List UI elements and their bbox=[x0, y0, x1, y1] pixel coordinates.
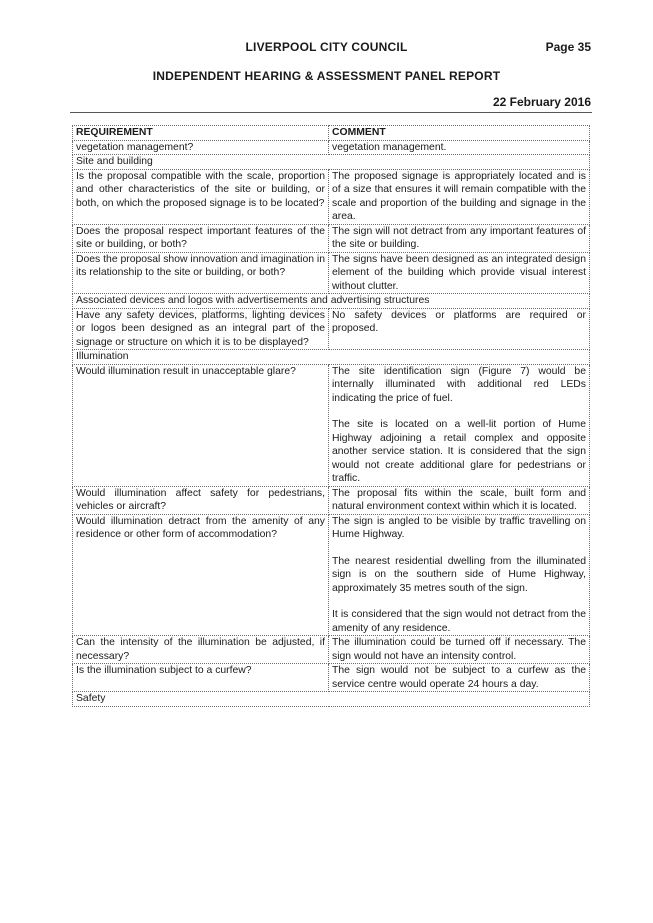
comment-paragraph: The proposal fits within the scale, built form and natural environment context within which it is located. bbox=[332, 487, 586, 512]
council-name: LIVERPOOL CITY COUNCIL bbox=[245, 40, 408, 54]
comment-cell bbox=[329, 486, 590, 514]
comment-paragraph: The nearest residential dwelling from the illuminated sign is on the southern side of Hume Highway, approximately 35 metres south of the sign. bbox=[332, 555, 586, 594]
requirement-cell: Can the intensity of the illumination be adjusted, if necessary? bbox=[73, 636, 329, 664]
comment-paragraph: No safety devices or platforms are required or proposed. bbox=[332, 309, 586, 334]
comment-cell bbox=[329, 364, 590, 486]
report-date: 22 February 2016 bbox=[492, 95, 591, 109]
comment-cell bbox=[329, 224, 590, 252]
requirement-cell: Would illumination result in unacceptable glare? bbox=[73, 364, 329, 486]
comment-paragraph: The site is located on a well-lit portion of Hume Highway adjoining a retail complex and opposite another service station. It is considered that the sign would not create additional glare for pedestrians or traffic. bbox=[332, 419, 586, 484]
comment-paragraph: The sign is angled to be visible by traffic travelling on Hume Highway. bbox=[332, 515, 586, 540]
comment-cell bbox=[329, 252, 590, 294]
comment-paragraph: The sign would not be subject to a curfew as the service centre would operate 24 hours a day. bbox=[332, 665, 586, 690]
table-row bbox=[73, 308, 590, 350]
requirement-column-header: REQUIREMENT bbox=[73, 126, 329, 141]
table-row bbox=[73, 252, 590, 294]
comment-paragraph: The sign will not detract from any important features of the site or building. bbox=[332, 225, 586, 250]
section-title: Illumination bbox=[73, 350, 590, 365]
page-number: Page 35 bbox=[545, 40, 591, 54]
section-row bbox=[73, 155, 590, 170]
table-row bbox=[73, 224, 590, 252]
comment-paragraph: The proposed signage is appropriately located and is of a size that ensures it will remain compatible with the scale and proportion of the building and signage in the area. bbox=[332, 170, 586, 222]
comment-cell bbox=[329, 636, 590, 664]
comment-cell bbox=[329, 308, 590, 350]
table-header-row bbox=[73, 126, 590, 141]
comment-paragraph: The signs have been designed as an integrated design element of the building which provide visual interest without clutter. bbox=[332, 253, 586, 292]
comment-paragraph: The illumination could be turned off if necessary. The sign would not have an intensity control. bbox=[332, 637, 586, 662]
section-row bbox=[73, 294, 590, 309]
section-row bbox=[73, 692, 590, 707]
requirement-cell: Would illumination affect safety for pedestrians, vehicles or aircraft? bbox=[73, 486, 329, 514]
section-title: Safety bbox=[73, 692, 590, 707]
section-row bbox=[73, 350, 590, 365]
table-row bbox=[73, 364, 590, 486]
requirement-cell: Would illumination detract from the amenity of any residence or other form of accommodation? bbox=[73, 514, 329, 636]
requirement-cell: Does the proposal show innovation and imagination in its relationship to the site or building, or both? bbox=[73, 252, 329, 294]
table-body bbox=[73, 140, 590, 706]
section-title: Associated devices and logos with advertisements and advertising structures bbox=[73, 294, 590, 309]
table-row bbox=[73, 169, 590, 224]
requirement-cell: Is the illumination subject to a curfew? bbox=[73, 664, 329, 692]
comment-cell: vegetation management. bbox=[329, 140, 590, 155]
table-row bbox=[73, 486, 590, 514]
comment-paragraph: It is considered that the sign would not detract from the amenity of any residence. bbox=[332, 609, 586, 634]
comment-column-header: COMMENT bbox=[329, 126, 590, 141]
report-title: INDEPENDENT HEARING & ASSESSMENT PANEL REPORT bbox=[152, 69, 501, 83]
section-title: Site and building bbox=[73, 155, 590, 170]
requirement-cell: vegetation management? bbox=[73, 140, 329, 155]
requirement-cell: Have any safety devices, platforms, lighting devices or logos been designed as an integral part of the signage or structure on which it is to be displayed? bbox=[73, 308, 329, 350]
comment-cell bbox=[329, 514, 590, 636]
comment-paragraph: The site identification sign (Figure 7) would be internally illuminated with additional red LEDs indicating the price of fuel. bbox=[332, 365, 586, 404]
table-row bbox=[73, 140, 590, 155]
requirement-cell: Is the proposal compatible with the scale, proportion and other characteristics of the site or building, or both, on which the proposed signage is to be located? bbox=[73, 169, 329, 224]
requirement-cell: Does the proposal respect important features of the site or building, or both? bbox=[73, 224, 329, 252]
table-row bbox=[73, 636, 590, 664]
table-row bbox=[73, 664, 590, 692]
comment-cell bbox=[329, 664, 590, 692]
comment-cell bbox=[329, 169, 590, 224]
requirements-table bbox=[72, 125, 590, 707]
table-row bbox=[73, 514, 590, 636]
header-divider bbox=[70, 112, 592, 113]
